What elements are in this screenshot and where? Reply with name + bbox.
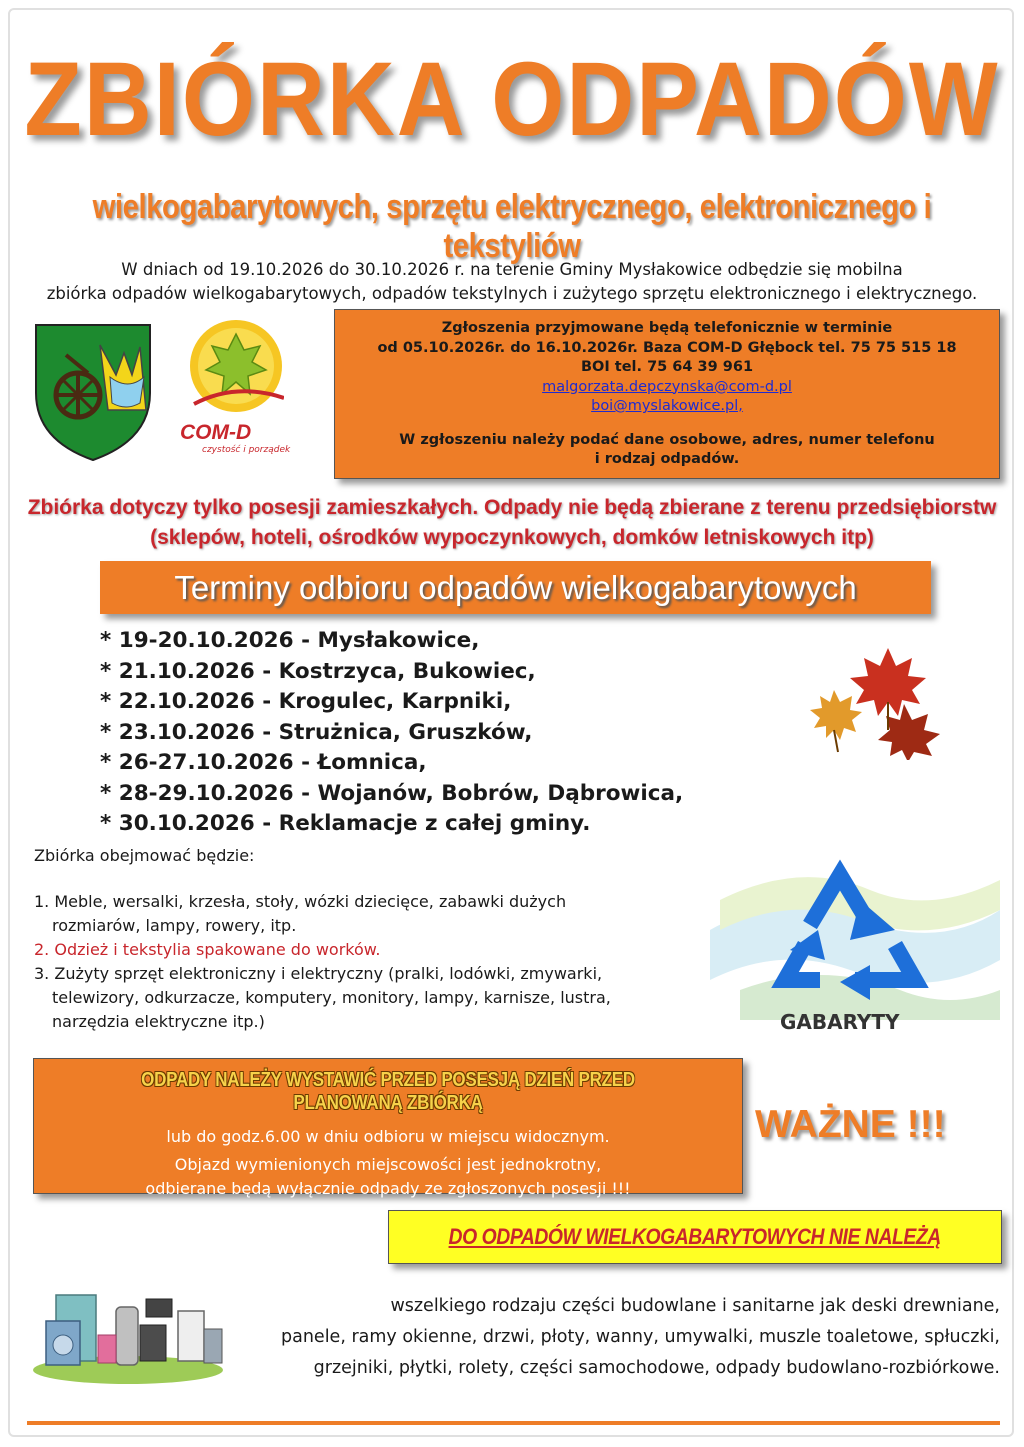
- date-item: * 23.10.2026 - Strużnica, Gruszków,: [100, 719, 533, 745]
- collection-dates-heading: Terminy odbioru odpadów wielkogabarytowych: [100, 561, 931, 614]
- comd-logo-tagline: czystość i porządek: [202, 445, 291, 455]
- date-item: * 28-29.10.2026 - Wojanów, Bobrów, Dąbrowica,: [100, 780, 684, 806]
- excluded-line: panele, ramy okienne, drzwi, płoty, wanny, umywalki, muszle toaletowe, spłuczki,: [281, 1327, 1000, 1347]
- excluded-items-text: [230, 1291, 1000, 1384]
- date-item: * 22.10.2026 - Krogulec, Karpniki,: [100, 689, 512, 714]
- placement-line: lub do godz.6.00 w dniu odbioru w miejscu widocznym.: [166, 1127, 610, 1146]
- intro-text: [20, 258, 1004, 306]
- registration-info-box: [334, 309, 1000, 479]
- gmina-coat-of-arms-icon: [28, 315, 158, 465]
- page-title: ZBIÓRKA ODPADÓW: [24, 39, 1000, 158]
- comd-logo-text: COM-D: [180, 421, 252, 444]
- scope-list: [34, 890, 674, 1034]
- collection-dates-list: [100, 626, 800, 840]
- excluded-heading-box: [388, 1210, 1002, 1264]
- date-item: * 19-20.10.2026 - Mysłakowice,: [100, 628, 480, 653]
- intro-line: W dniach od 19.10.2026 do 30.10.2026 r. na terenie Gminy Mysłakowice odbędzie się mobilna: [121, 260, 903, 279]
- residential-only-warning: [0, 493, 1024, 553]
- placement-line: Objazd wymienionych miejscowości jest jednokrotny,: [174, 1155, 602, 1174]
- warning-line: (sklepów, hoteli, ośrodków wypoczynkowych, domków letniskowych itp): [150, 526, 874, 549]
- appliances-icon: [28, 1285, 228, 1385]
- scope-item: 3. Zużyty sprzęt elektroniczny i elektryczny (pralki, lodówki, zmywarki,: [34, 964, 603, 983]
- comd-logo-icon: [188, 318, 284, 418]
- scope-item-continuation: rozmiarów, lampy, rowery, itp.: [52, 916, 297, 935]
- scope-item-textiles: 2. Odzież i tekstylia spakowane do worków.: [34, 940, 381, 959]
- scope-item: 1. Meble, wersalki, krzesła, stoły, wózki dziecięce, zabawki dużych: [34, 892, 567, 911]
- email-link-boi[interactable]: boi@myslakowice.pl,: [591, 398, 743, 414]
- excluded-line: grzejniki, płytki, rolety, części samochodowe, odpady budowlano-rozbiórkowe.: [313, 1358, 1000, 1378]
- recycle-icon: [700, 850, 1010, 1025]
- recycle-label: GABARYTY: [780, 1010, 900, 1034]
- excluded-line: wszelkiego rodzaju części budowlane i sanitarne jak deski drewniane,: [390, 1296, 1000, 1316]
- autumn-leaves-icon: [808, 640, 948, 760]
- excluded-heading: DO ODPADÓW WIELKOGABARYTOWYCH NIE NALEŻĄ: [448, 1224, 942, 1249]
- scope-item-continuation: narzędzia elektryczne itp.): [52, 1012, 265, 1031]
- placement-instructions-box: [33, 1058, 743, 1198]
- date-item: * 26-27.10.2026 - Łomnica,: [100, 750, 427, 775]
- info-line: BOI tel. 75 64 39 961: [580, 359, 754, 375]
- info-line: W zgłoszeniu należy podać dane osobowe, adres, numer telefonu: [399, 431, 935, 448]
- date-item: * 21.10.2026 - Kostrzyca, Bukowiec,: [100, 658, 536, 684]
- email-link-comd[interactable]: malgorzata.depczynska@com-d.pl: [542, 378, 792, 395]
- important-label: WAŻNE !!!: [755, 1103, 946, 1146]
- info-line: od 05.10.2026r. do 16.10.2026r. Baza COM-D Głębock tel. 75 75 515 18: [377, 339, 957, 356]
- page-subtitle: wielkogabarytowych, sprzętu elektrycznego, elektronicznego i tekstyliów: [92, 188, 932, 265]
- date-item: * 30.10.2026 - Reklamacje z całej gminy.: [100, 811, 591, 836]
- scope-item-continuation: telewizory, odkurzacze, komputery, monitory, lampy, karnisze, lustra,: [52, 988, 611, 1007]
- warning-line: Zbiórka dotyczy tylko posesji zamieszkałych. Odpady nie będą zbierane z terenu przedsiębiorstw: [27, 496, 997, 519]
- placement-line: odbierane będą wyłącznie odpady ze zgłoszonych posesji !!!: [145, 1179, 631, 1198]
- placement-heading: ODPADY NALEŻY WYSTAWIĆ PRZED POSESJĄ DZIEŃ PRZED PLANOWANĄ ZBIÓRKĄ: [141, 1069, 635, 1114]
- scope-heading: Zbiórka obejmować będzie:: [34, 846, 255, 865]
- info-line: i rodzaj odpadów.: [594, 451, 740, 467]
- bottom-divider: [27, 1421, 1000, 1425]
- intro-line: zbiórka odpadów wielkogabarytowych, odpadów tekstylnych i zużytego sprzętu elektronicznego i elektrycznego.: [46, 284, 978, 303]
- info-line: Zgłoszenia przyjmowane będą telefonicznie w terminie: [441, 320, 893, 336]
